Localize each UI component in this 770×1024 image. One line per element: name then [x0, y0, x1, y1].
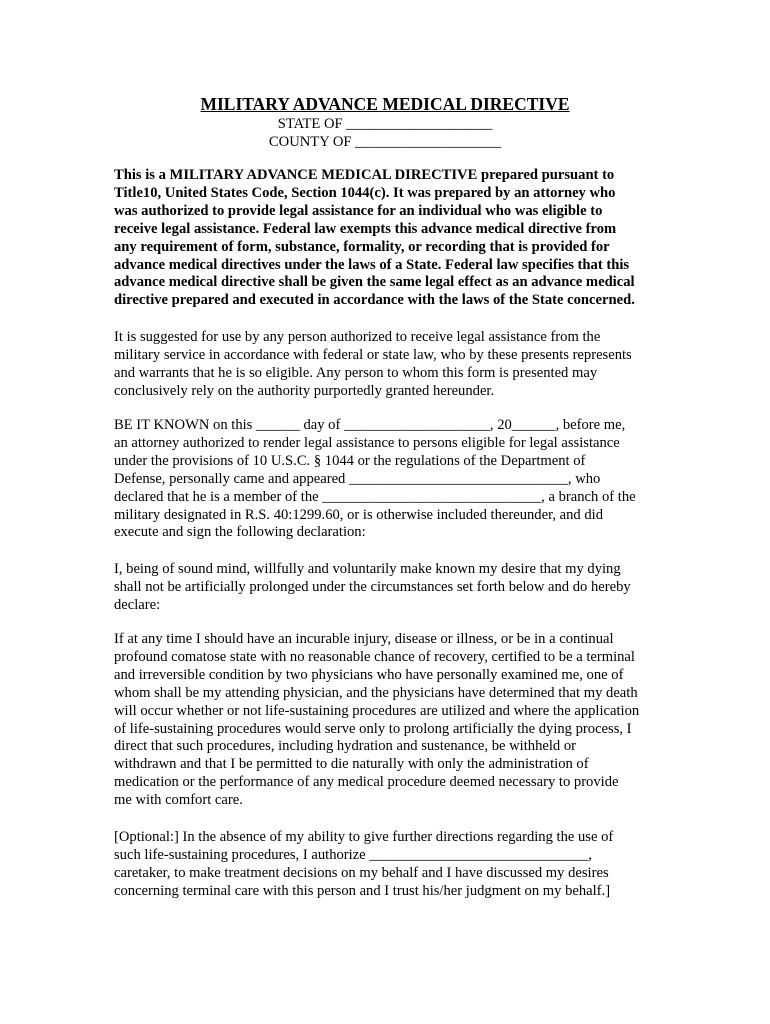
county-line-text: COUNTY OF ____________________	[268, 134, 502, 150]
text-line: an attorney authorized to render legal assistance to persons eligible for legal assistance	[114, 434, 620, 451]
text-line: withdrawn and that I be permitted to die naturally with only the administration of	[114, 756, 589, 773]
text-line: If at any time I should have an incurable injury, disease or illness, or be in a continual	[114, 631, 614, 647]
text-line: military designated in R.S. 40:1299.60, or is otherwise included thereunder, and did	[114, 506, 604, 523]
text-line: conclusively rely on the authority purportedly granted hereunder.	[114, 382, 495, 399]
text-line: whom shall be my attending physician, and the physicians have determined that my death	[114, 684, 638, 701]
text-line: execute and sign the following declaration:	[114, 524, 366, 541]
text-line: such life-sustaining procedures, I authorize ______________________________,	[114, 846, 592, 863]
text-line: advance medical directive shall be given the same legal effect as an advance medical	[114, 274, 635, 291]
optional-paragraph	[114, 829, 674, 901]
be-it-known-paragraph	[114, 417, 674, 542]
text-line: Title10, United States Code, Section 1044(c). It was prepared by an attorney who	[114, 184, 616, 201]
document-title: MILITARY ADVANCE MEDICAL DIRECTIVE	[200, 94, 570, 114]
suggested-use-paragraph	[114, 329, 674, 401]
text-line: BE IT KNOWN on this ______ day of ____________________, 20______, before me,	[114, 417, 626, 433]
text-line: and irreversible condition by two physicians who have personally examined me, one of	[114, 666, 624, 683]
state-line-text: STATE OF ____________________	[277, 116, 493, 132]
text-line: military service in accordance with federal or state law, who by these presents represents	[114, 346, 632, 363]
text-line: Defense, personally came and appeared ______________________________, who	[114, 470, 601, 487]
text-line: I, being of sound mind, willfully and voluntarily make known my desire that my dying	[114, 561, 621, 577]
text-line: receive legal assistance. Federal law exempts this advance medical directive from	[114, 220, 617, 237]
text-line: any requirement of form, substance, formality, or recording that is provided for	[114, 238, 610, 255]
text-line: declared that he is a member of the ______________________________, a branch of the	[114, 488, 636, 505]
condition-paragraph	[114, 631, 674, 810]
text-line: profound comatose state with no reasonable chance of recovery, certified to be a terminal	[114, 648, 635, 665]
text-line: declare:	[114, 596, 161, 613]
county-line	[0, 133, 770, 151]
text-line: [Optional:] In the absence of my ability to give further directions regarding the use of	[114, 829, 614, 845]
intro-paragraph	[114, 167, 674, 310]
text-line: will occur whether or not life-sustaining procedures are utilized and where the application	[114, 702, 640, 719]
text-line: directive prepared and executed in accordance with the laws of the State concerned.	[114, 292, 635, 309]
text-line: under the provisions of 10 U.S.C. § 1044 or the regulations of the Department of	[114, 452, 586, 469]
text-line: This is a MILITARY ADVANCE MEDICAL DIRECTIVE prepared pursuant to	[114, 167, 615, 183]
text-line: caretaker, to make treatment decisions on my behalf and I have discussed my desires	[114, 864, 609, 881]
text-line: advance medical directives under the laws of a State. Federal law specifies that this	[114, 256, 630, 273]
text-line: direct that such procedures, including hydration and sustenance, be withheld or	[114, 738, 576, 755]
text-line: was authorized to provide legal assistance for an individual who was eligible to	[114, 202, 603, 219]
text-line: medication or the performance of any medical procedure deemed necessary to provide	[114, 774, 619, 791]
text-line: and warrants that he is so eligible. Any person to whom this form is presented may	[114, 364, 598, 381]
text-line: shall not be artificially prolonged under the circumstances set forth below and do hereby	[114, 578, 631, 595]
text-line: of life-sustaining procedures would serve only to prolong artificially the dying process, I	[114, 720, 632, 737]
text-line: It is suggested for use by any person authorized to receive legal assistance from the	[114, 329, 601, 345]
state-line	[0, 115, 770, 133]
text-line: concerning terminal care with this person and I trust his/her judgment on my behalf.]	[114, 882, 611, 899]
declaration-paragraph	[114, 561, 674, 615]
text-line: me with comfort care.	[114, 792, 243, 809]
